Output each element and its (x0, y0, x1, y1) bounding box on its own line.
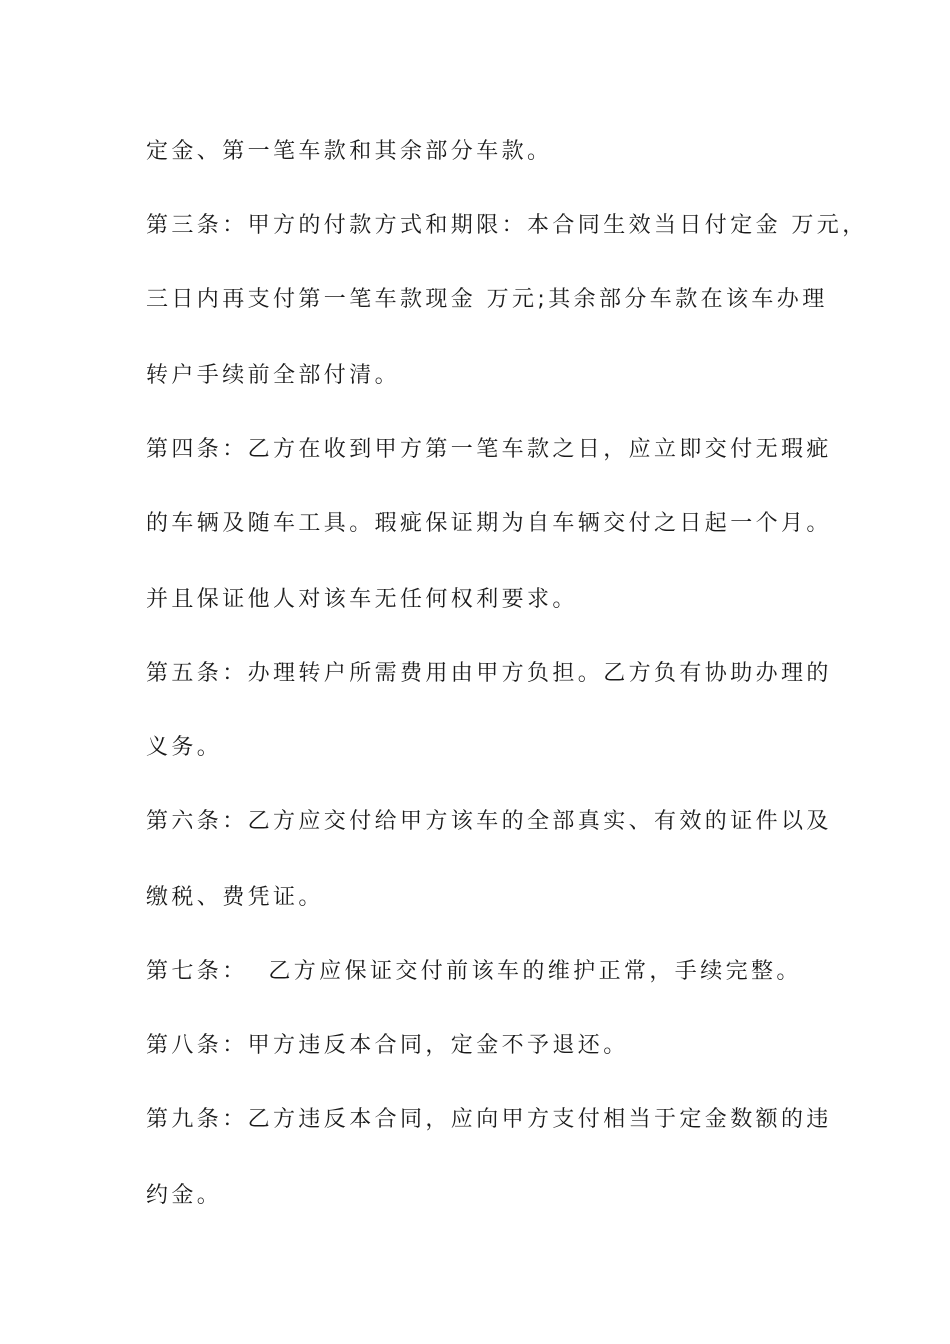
contract-text-line-7: 并且保证他人对该车无任何权利要求。 (146, 587, 578, 612)
contract-text-line-3: 三日内再支付第一笔车款现金 万元;其余部分车款在该车办理 (146, 287, 828, 312)
contract-text-line-12: 第七条： 乙方应保证交付前该车的维护正常，手续完整。 (146, 959, 802, 984)
contract-text-line-1: 定金、第一笔车款和其余部分车款。 (146, 139, 553, 164)
contract-text-line-9: 义务。 (146, 735, 223, 760)
contract-text-line-5: 第四条：乙方在收到甲方第一笔车款之日，应立即交付无瑕疵 (146, 437, 832, 462)
contract-text-line-6: 的车辆及随车工具。瑕疵保证期为自车辆交付之日起一个月。 (146, 511, 832, 536)
contract-text-line-15: 约金。 (146, 1183, 223, 1208)
contract-text-line-2: 第三条：甲方的付款方式和期限：本合同生效当日付定金 万元， (146, 213, 868, 238)
contract-text-line-13: 第八条：甲方违反本合同，定金不予退还。 (146, 1033, 629, 1058)
contract-text-line-4: 转户手续前全部付清。 (146, 363, 401, 388)
contract-text-line-10: 第六条：乙方应交付给甲方该车的全部真实、有效的证件以及 (146, 809, 832, 834)
contract-text-line-14: 第九条：乙方违反本合同，应向甲方支付相当于定金数额的违 (146, 1107, 832, 1132)
contract-text-line-8: 第五条：办理转户所需费用由甲方负担。乙方负有协助办理的 (146, 661, 832, 686)
contract-text-line-11: 缴税、费凭证。 (146, 885, 324, 910)
